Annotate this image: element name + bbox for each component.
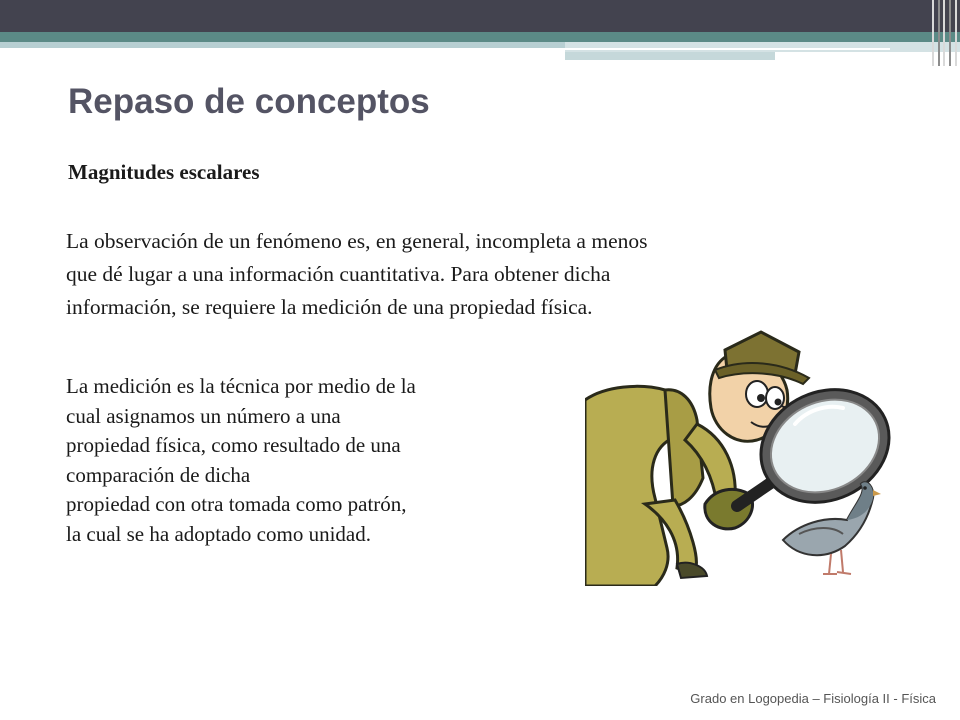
header-light-band-right — [565, 42, 960, 52]
slide-subtitle: Magnitudes escalares — [68, 160, 260, 184]
definition-line: la cual se ha adoptado como unidad. — [66, 521, 371, 546]
definition-line: propiedad física, como resultado de una — [66, 433, 401, 457]
definition-paragraph — [66, 372, 526, 549]
slide-footer: Grado en Logopedia – Fisiología II - Física — [690, 691, 936, 706]
definition-line: comparación de dicha — [66, 462, 251, 487]
definition-line: La medición es la técnica por medio de la — [66, 374, 416, 398]
detective-magnifier-pigeon-illustration — [585, 328, 895, 586]
header-divider-line — [0, 48, 890, 50]
slide-title: Repaso de conceptos — [68, 82, 430, 121]
header-bar — [0, 0, 960, 32]
intro-line: información, se requiere la medición de una propiedad física. — [66, 295, 593, 319]
header-divider-line-short — [565, 60, 775, 62]
definition-line: propiedad con otra tomada como patrón, — [66, 492, 407, 516]
header-accent-band — [0, 32, 960, 42]
intro-line: que dé lugar a una información cuantitativa. Para obtener dicha — [66, 262, 611, 286]
intro-paragraph — [66, 225, 806, 324]
definition-line: cual asignamos un número a una — [66, 403, 341, 428]
intro-line: La observación de un fenómeno es, en general, incompleta a menos — [66, 229, 648, 253]
header-vertical-lines — [928, 0, 960, 66]
